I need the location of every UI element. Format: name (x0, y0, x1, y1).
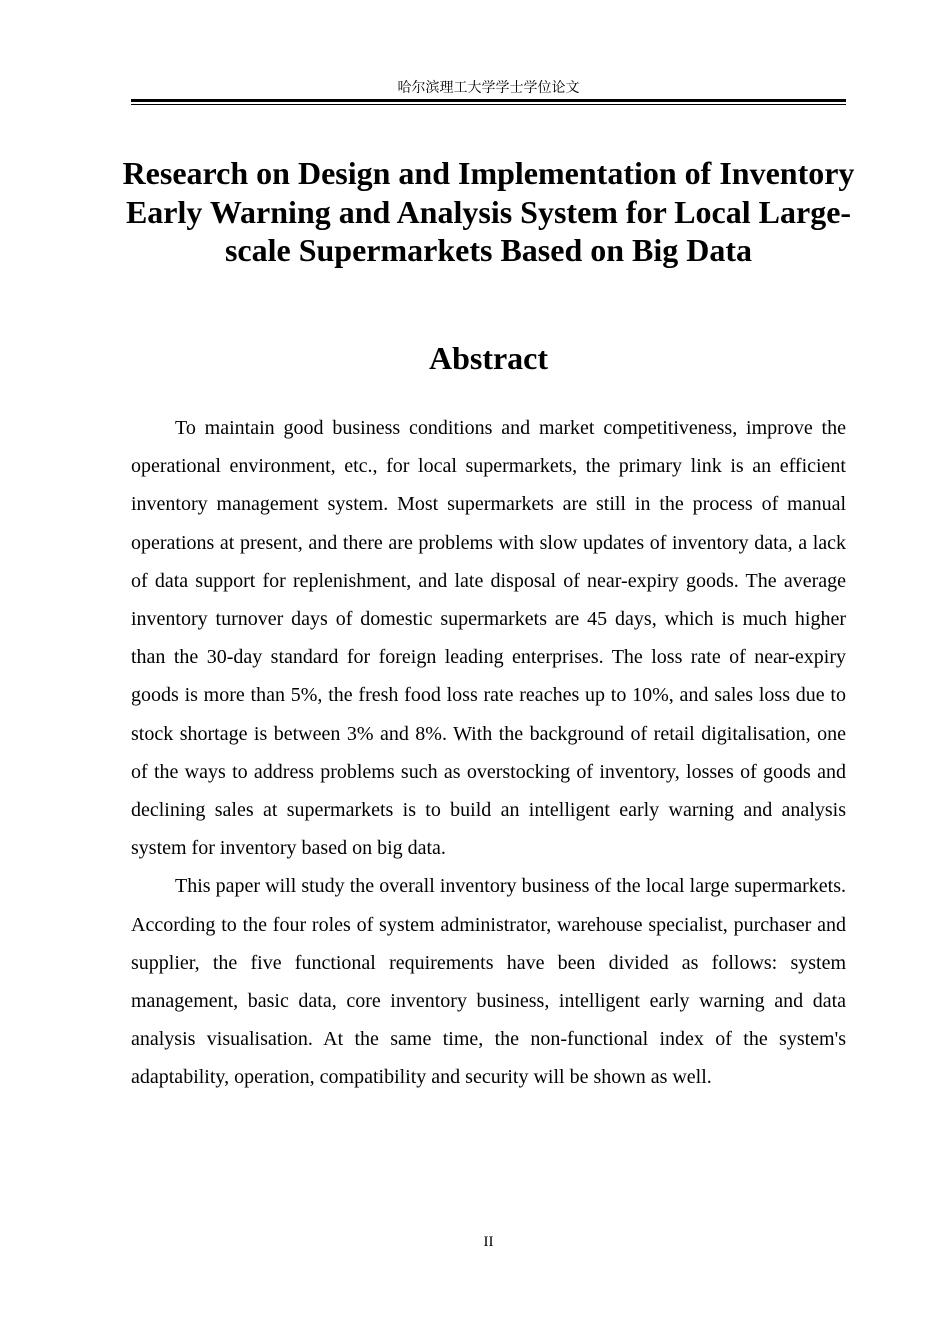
running-header: 哈尔滨理工大学学士学位论文 (397, 80, 580, 96)
abstract-heading: Abstract (428, 340, 549, 376)
page-number: II (483, 1234, 494, 1250)
abstract-paragraph-1: To maintain good business conditions and market competitiveness, improve the operational environment, etc., for local supermarkets, the primary link is an efficient inventory management system. Most supermarkets are still in the process of manual operations at present, and there are problems with slow updates of inventory data, a lack of data support for replenishment, and late disposal of near-expiry goods. The average inventory turnover days of domestic supermarkets are 45 days, which is much higher than the 30-day standard for foreign leading enterprises. The loss rate of near-expiry goods is more than 5%, the fresh food loss rate reaches up to 10%, and sales loss due to stock shortage is between 3% and 8%. With the background of retail digitalisation, one of the ways to address problems such as overstocking of inventory, losses of goods and declining sales at supermarkets is to build an intelligent early warning and analysis system for inventory based on big data. (131, 417, 846, 860)
abstract-paragraph-2: This paper will study the overall inventory business of the local large supermarkets. According to the four roles of system administrator, warehouse specialist, purchaser and supplier, the five functional requirements have been divided as follows: system management, basic data, core inventory business, intelligent early warning and data analysis visualisation. At the same time, the non-functional index of the system's adaptability, operation, compatibility and security will be shown as well. (131, 875, 846, 1089)
header-rule-thin (131, 104, 846, 105)
header-rule-thick (131, 99, 846, 102)
abstract-body (131, 409, 846, 1097)
thesis-title: Research on Design and Implementation of Inventory Early Warning and Analysis System for Local Large-scale Supermarkets Based on Big Data (122, 155, 855, 268)
